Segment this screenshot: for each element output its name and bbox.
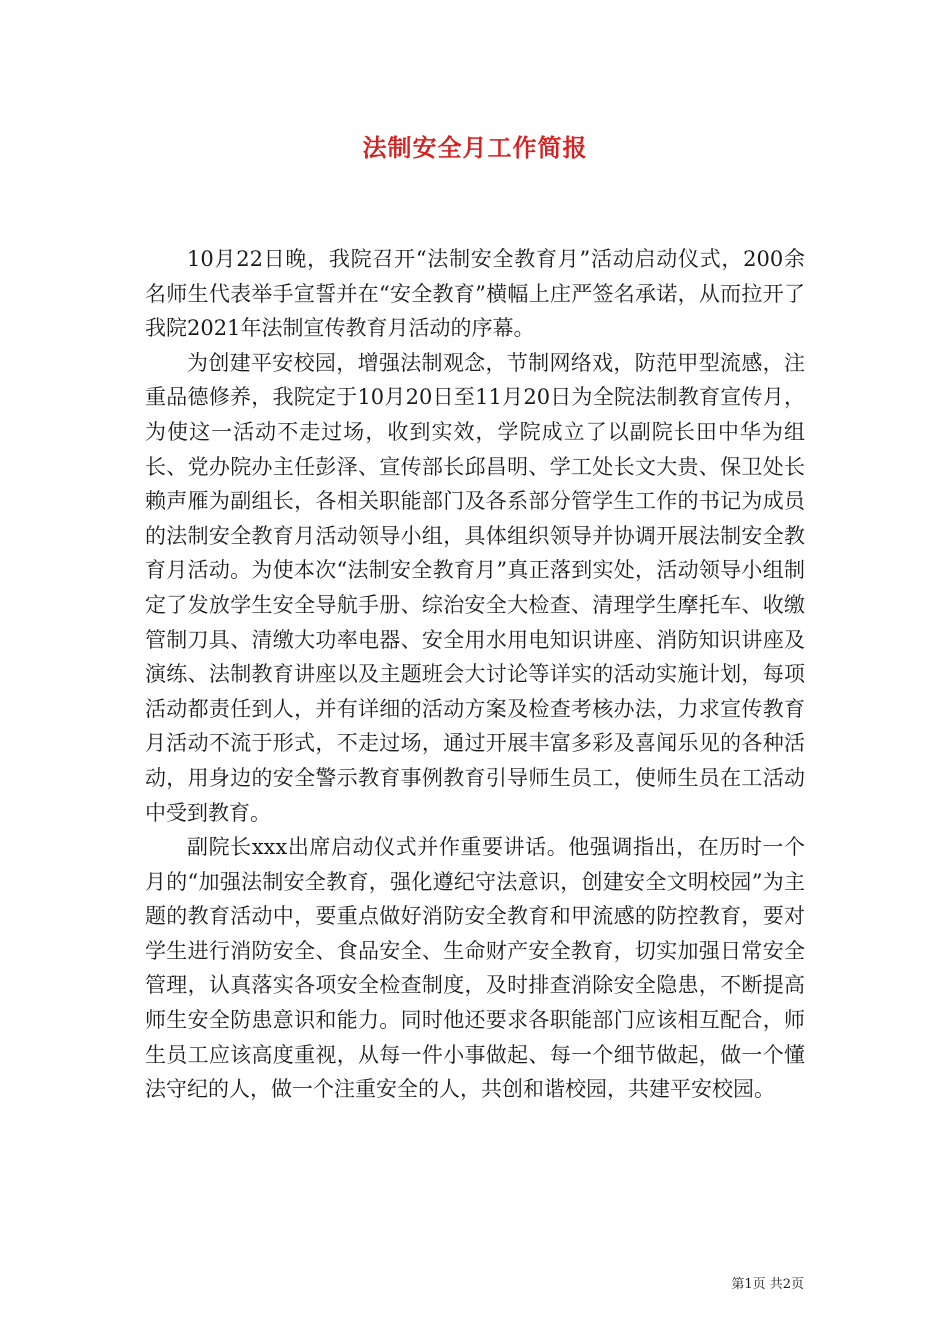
paragraph-3: 副院长xxx出席启动仪式并作重要讲话。他强调指出，在历时一个月的“加强法制安全教育，强化遵纪守法意识，创建安全文明校园”为主题的教育活动中，要重点做好消防安全教育和甲流感的防控教育，要对学生进行消防安全、食品安全、生命财产安全教育，切实加强日常安全管理，认真落实各项安全检查制度，及时排查消除安全隐患，不断提高师生安全防患意识和能力。同时他还要求各职能部门应该相互配合，师生员工应该高度重视，从每一件小事做起、每一个细节做起，做一个懂法守纪的人，做一个注重安全的人，共创和谐校园，共建平安校园。 xyxy=(145,835,805,1102)
paragraph-2: 为创建平安校园，增强法制观念，节制网络戏，防范甲型流感，注重品德修养，我院定于10月20日至11月20日为全院法制教育宣传月，为使这一活动不走过场，收到实效，学院成立了以副院长田中华为组长、党办院办主任彭泽、宣传部长邱昌明、学工处长文大贵、保卫处长赖声雁为副组长，各相关职能部门及各系部分管学生工作的书记为成员的法制安全教育月活动领导小组，具体组织领导并协调开展法制安全教育月活动。为使本次“法制安全教育月”真正落到实处，活动领导小组制定了发放学生安全导航手册、综治安全大检查、清理学生摩托车、收缴管制刀具、清缴大功率电器、安全用水用电知识讲座、消防知识讲座及演练、法制教育讲座以及主题班会大讨论等详实的活动实施计划，每项活动都责任到人，并有详细的活动方案及检查考核办法，力求宣传教育月活动不流于形式，不走过场，通过开展丰富多彩及喜闻乐见的各种活动，用身边的安全警示教育事例教育引导师生员工，使师生员在工活动中受到教育。 xyxy=(145,350,805,825)
document-body xyxy=(145,242,805,1107)
document-title: 法制安全月工作简报 xyxy=(362,133,588,162)
page-number: 第1页 共2页 xyxy=(731,1277,804,1292)
paragraph-1: 10月22日晚，我院召开“法制安全教育月”活动启动仪式，200余名师生代表举手宣誓并在“安全教育”横幅上庄严签名承诺，从而拉开了我院2021年法制宣传教育月活动的序幕。 xyxy=(145,247,805,341)
